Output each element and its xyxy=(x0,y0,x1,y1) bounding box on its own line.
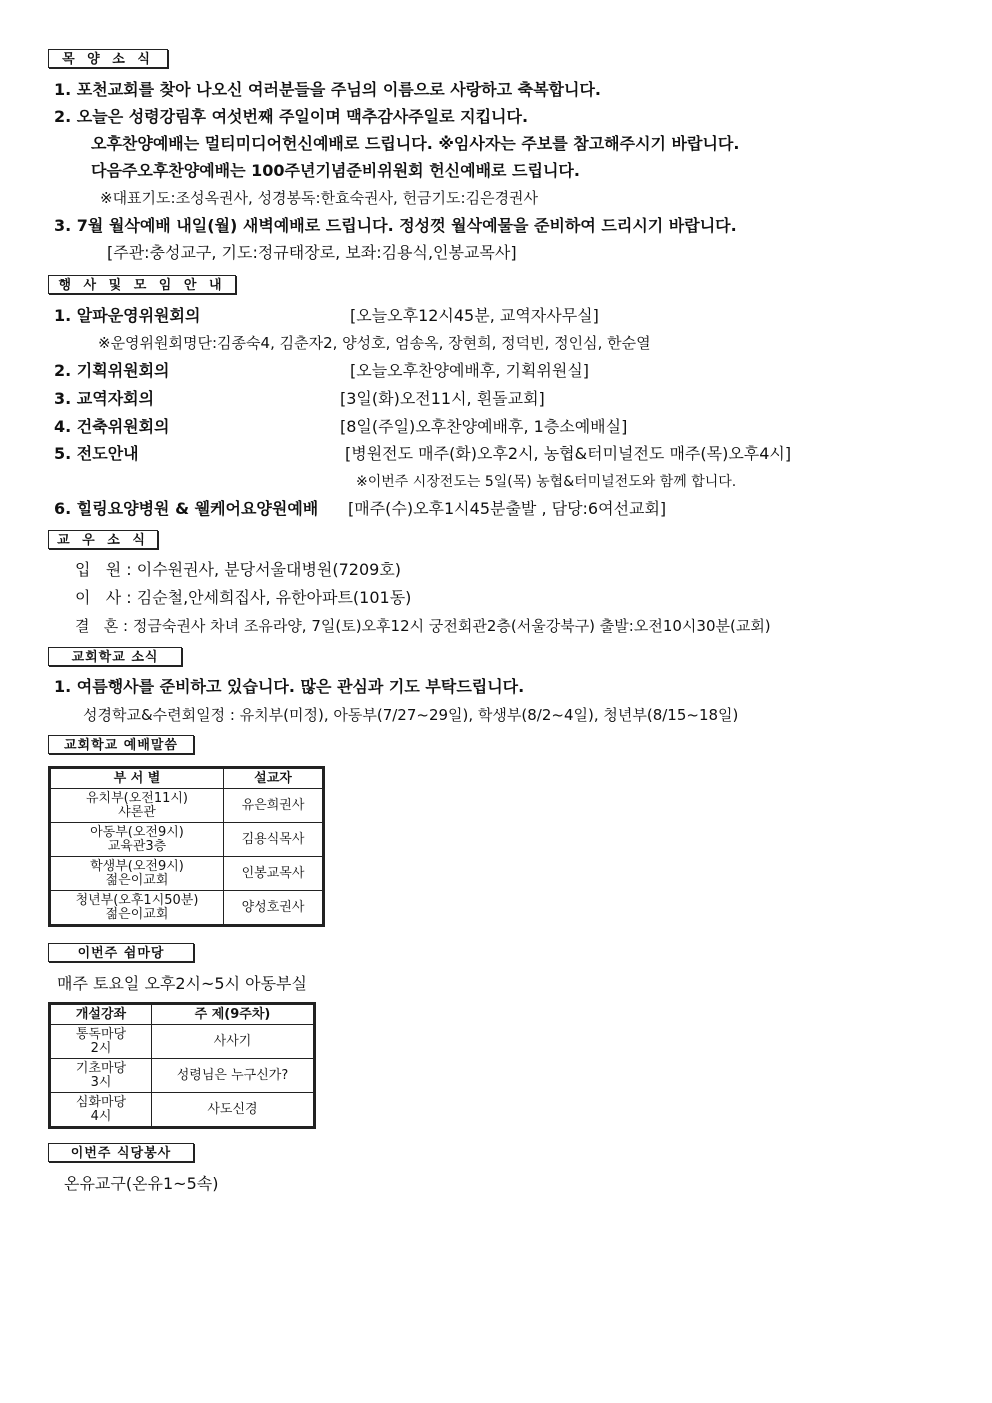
events-heading: 행 사 및 모 임 안 내 xyxy=(48,275,236,294)
event-label-2: 2. 기획위원회의 xyxy=(54,361,170,380)
school-news-heading: 교회학교 소식 xyxy=(48,647,182,666)
preacher-name: 양성호권사 xyxy=(224,891,323,925)
pastoral-item-2-prayer-roles: ※대표기도:조성옥권사, 성경봉독:한효숙권사, 헌금기도:김은경권사 xyxy=(100,189,539,207)
table-row xyxy=(51,1025,314,1059)
member-news-moving: 이 사 : 김순철,안세희집사, 유한아파트(101동) xyxy=(75,588,412,607)
column-header-course: 개설강좌 xyxy=(51,1005,152,1025)
department-name: 유치부(오전11시) xyxy=(85,790,189,806)
event-info-4: [8일(주일)오후찬양예배후, 1층소예배실] xyxy=(340,417,628,436)
pastoral-item-3-sub: [주관:충성교구, 기도:정규태장로, 보좌:김용식,인봉교목사] xyxy=(107,243,517,262)
event-info-1: [오늘오후12시45분, 교역자사무실] xyxy=(350,306,599,325)
column-header-department: 부 서 별 xyxy=(51,769,224,789)
event-info-2: [오늘오후찬양예배후, 기획위원실] xyxy=(350,361,590,380)
table-row xyxy=(51,789,323,823)
event-info-5: [병원전도 매주(화)오후2시, 농협&터미널전도 매주(목)오후4시] xyxy=(345,444,792,463)
course-name: 통독마당 xyxy=(75,1026,127,1042)
event-label-1: 1. 알파운영위원회의 xyxy=(54,306,201,325)
course-topic: 성령님은 누구신가? xyxy=(152,1059,314,1093)
rest-yard-heading: 이번주 쉼마당 xyxy=(48,943,194,962)
pastoral-item-2: 2. 오늘은 성령강림후 여섯번째 주일이며 맥추감사주일로 지킵니다. xyxy=(54,107,529,126)
preacher-name: 김용식목사 xyxy=(224,823,323,857)
column-header-preacher: 설교자 xyxy=(224,769,323,789)
department-location: 교육관3층 xyxy=(107,838,167,854)
event-info-6: [매주(수)오후1시45분출발 , 담당:6여선교회] xyxy=(348,499,667,518)
table-row xyxy=(51,1093,314,1127)
course-name: 기초마당 xyxy=(75,1060,127,1076)
member-news-wedding: 결 혼 : 정금숙권사 차녀 조유라양, 7일(토)오후12시 궁전회관2층(서울강북구) 출발:오전10시30분(교회) xyxy=(75,617,771,635)
pastoral-item-2-line-a: 오후찬양예배는 멀티미디어헌신예배로 드립니다. ※임사자는 주보를 참고해주시기 바랍니다. xyxy=(91,134,740,153)
table-row xyxy=(51,891,323,925)
school-worship-table xyxy=(50,768,323,925)
column-header-topic: 주 제(9주차) xyxy=(152,1005,314,1025)
preacher-name: 인봉교목사 xyxy=(224,857,323,891)
school-news-schedule: 성경학교&수련회일정 : 유치부(미정), 아동부(7/27~29일), 학생부(8/2~4일), 청년부(8/15~18일) xyxy=(83,706,739,724)
rest-yard-schedule: 매주 토요일 오후2시~5시 아동부실 xyxy=(57,974,307,993)
rest-yard-table xyxy=(50,1004,314,1127)
department-name: 아동부(오전9시) xyxy=(90,824,184,840)
course-name: 심화마당 xyxy=(75,1094,127,1110)
department-name: 학생부(오전9시) xyxy=(90,858,184,874)
pastoral-item-3: 3. 7월 월삭예배 내일(월) 새벽예배로 드립니다. 정성껏 월삭예물을 준비하여 드리시기 바랍니다. xyxy=(54,216,737,235)
school-news-item-1: 1. 여름행사를 준비하고 있습니다. 많은 관심과 기도 부탁드립니다. xyxy=(54,677,525,696)
department-location: 샤론관 xyxy=(118,804,156,820)
preacher-name: 유은희권사 xyxy=(224,789,323,823)
course-time: 3시 xyxy=(90,1074,112,1090)
event-info-3: [3일(화)오전11시, 흰돌교회] xyxy=(340,389,545,408)
member-news-hospital: 입 원 : 이수원권사, 분당서울대병원(7209호) xyxy=(75,560,402,579)
course-topic: 사사기 xyxy=(152,1025,314,1059)
pastoral-item-1: 1. 포천교회를 찾아 나오신 여러분들을 주님의 이름으로 사랑하고 축복합니다. xyxy=(54,80,601,99)
pastoral-news-heading: 목 양 소 식 xyxy=(48,49,168,68)
kitchen-service-team: 온유교구(온유1~5속) xyxy=(64,1174,219,1193)
pastoral-item-2-line-b: 다음주오후찬양예배는 100주년기념준비위원회 헌신예배로 드립니다. xyxy=(91,161,580,180)
event-label-6: 6. 힐링요양병원 & 웰케어요양원예배 xyxy=(54,499,319,518)
table-row xyxy=(51,1059,314,1093)
event-label-5: 5. 전도안내 xyxy=(54,444,139,463)
event-label-4: 4. 건축위원회의 xyxy=(54,417,170,436)
department-location: 젊은이교회 xyxy=(105,872,169,888)
school-worship-heading: 교회학교 예배말씀 xyxy=(48,735,194,754)
department-location: 젊은이교회 xyxy=(105,906,169,922)
table-row xyxy=(51,857,323,891)
event-note-committee-members: ※운영위원회명단:김종숙4, 김춘자2, 양성호, 엄송옥, 장현희, 정덕빈, 정인심, 한순열 xyxy=(98,334,651,352)
table-row xyxy=(51,823,323,857)
members-news-heading: 교 우 소 식 xyxy=(48,530,158,549)
department-name: 청년부(오후1시50분) xyxy=(75,892,199,908)
kitchen-service-heading: 이번주 식당봉사 xyxy=(48,1143,194,1162)
course-time: 2시 xyxy=(90,1040,112,1056)
course-time: 4시 xyxy=(90,1108,112,1124)
course-topic: 사도신경 xyxy=(152,1093,314,1127)
event-note-market-evangelism: ※이번주 시장전도는 5일(목) 농협&터미널전도와 함께 합니다. xyxy=(356,474,737,490)
event-label-3: 3. 교역자회의 xyxy=(54,389,155,408)
